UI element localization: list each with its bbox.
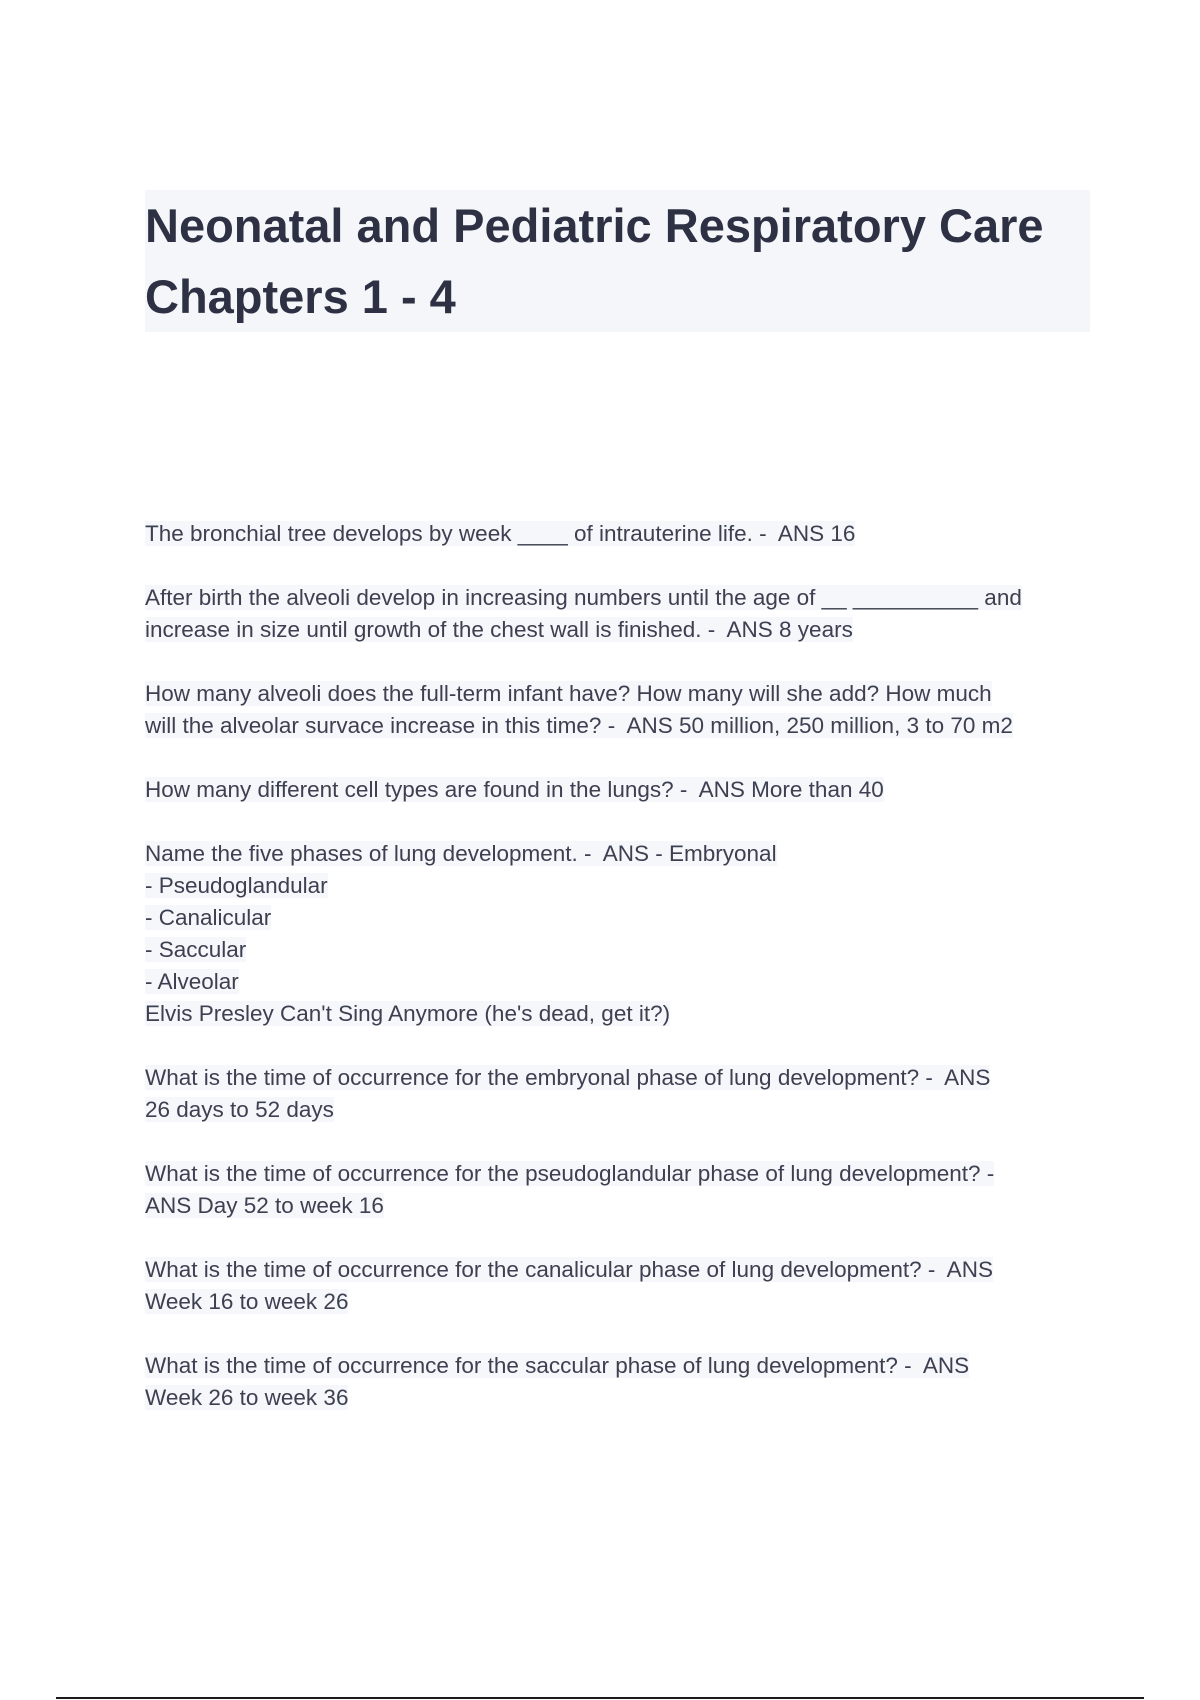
qa-line: How many different cell types are found in the lungs? - ANS More than 40 [145, 777, 884, 802]
qa-item [145, 838, 1090, 1030]
qa-line: - Canalicular [145, 905, 272, 930]
title-line-1: Neonatal and Pediatric Respiratory Care [145, 199, 1044, 252]
document-title [145, 190, 1090, 332]
qa-item [145, 1254, 1090, 1318]
qa-line: Elvis Presley Can't Sing Anymore (he's dead, get it?) [145, 1001, 671, 1026]
title-line-2: Chapters 1 - 4 [145, 270, 456, 323]
qa-line: Name the five phases of lung development. - ANS - Embryonal [145, 841, 777, 866]
qa-line: What is the time of occurrence for the pseudoglandular phase of lung development? - [145, 1161, 995, 1186]
qa-line: - Saccular [145, 937, 247, 962]
qa-line: How many alveoli does the full-term infant have? How many will she add? How much [145, 681, 992, 706]
qa-line: ANS Day 52 to week 16 [145, 1193, 384, 1218]
qa-line: What is the time of occurrence for the embryonal phase of lung development? - ANS [145, 1065, 991, 1090]
qa-item [145, 518, 1090, 550]
qa-item [145, 582, 1090, 646]
qa-item [145, 774, 1090, 806]
qa-line: Week 26 to week 36 [145, 1385, 349, 1410]
qa-line: After birth the alveoli develop in increasing numbers until the age of __ __________ and [145, 585, 1022, 610]
qa-list [145, 518, 1090, 1446]
qa-item [145, 678, 1090, 742]
qa-line: increase in size until growth of the chest wall is finished. - ANS 8 years [145, 617, 853, 642]
qa-item [145, 1350, 1090, 1414]
title-block [145, 190, 1090, 332]
qa-line: - Alveolar [145, 969, 239, 994]
footer-rule [56, 1697, 1144, 1699]
qa-line: will the alveolar survace increase in this time? - ANS 50 million, 250 million, 3 to 70 m2 [145, 713, 1013, 738]
qa-line: - Pseudoglandular [145, 873, 328, 898]
qa-item [145, 1158, 1090, 1222]
qa-line: The bronchial tree develops by week ____ of intrauterine life. - ANS 16 [145, 521, 856, 546]
qa-line: 26 days to 52 days [145, 1097, 334, 1122]
qa-line: What is the time of occurrence for the saccular phase of lung development? - ANS [145, 1353, 970, 1378]
qa-item [145, 1062, 1090, 1126]
qa-line: What is the time of occurrence for the canalicular phase of lung development? - ANS [145, 1257, 993, 1282]
qa-line: Week 16 to week 26 [145, 1289, 349, 1314]
